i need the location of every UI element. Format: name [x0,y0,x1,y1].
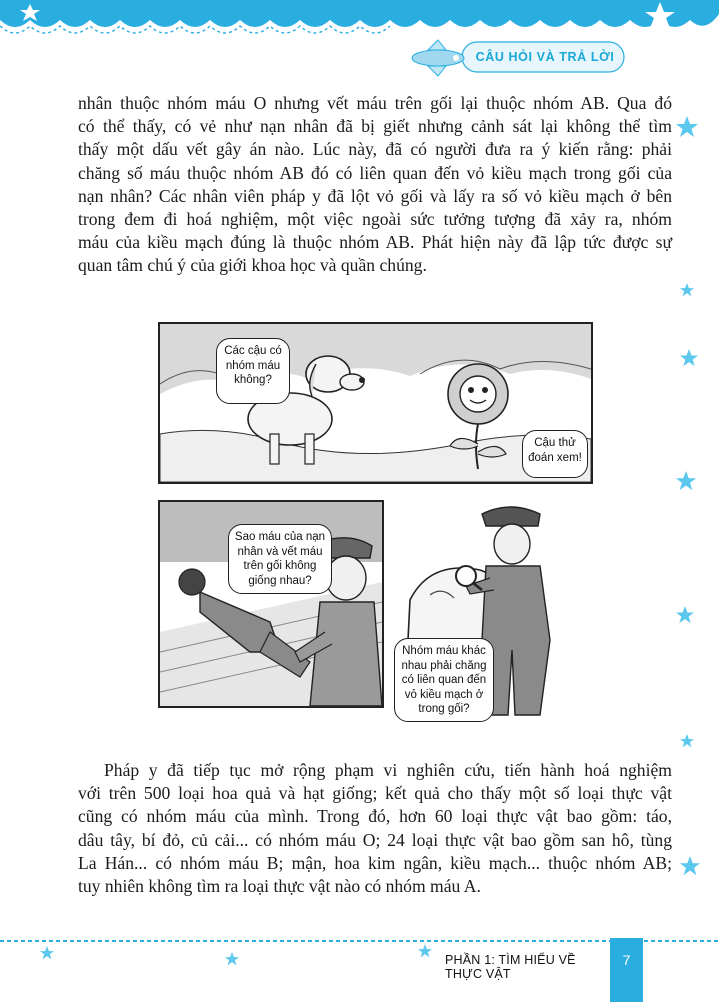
speech-bubble-detective: Nhóm máu khác nhau phải chăng có liên quan đến vỏ kiều mạch ở trong gối? [394,638,494,722]
text-line: dâu tây, bí đỏ, củ cải... có nhóm máu O; 24 loại thực vật bao gồm san hô, tùng [78,829,672,850]
speech-bubble-officer: Sao máu của nạn nhân và vết máu trên gối không giống nhau? [228,524,332,594]
airplane-icon [412,40,464,76]
speech-bubble-flower: Cậu thử đoán xem! [522,430,588,478]
comic-panel-detective [390,500,590,722]
star-icon [676,606,694,624]
star-icon [680,856,700,876]
text-line: quan tâm chú ý của giới khoa học và quần chúng. [78,255,427,276]
text-line: nạn nhân? Các nhân viên pháp y đã lột vỏ gối và lấy ra số vỏ kiều mạch ở bên [78,185,672,206]
text-line: Pháp y đã tiếp tục mở rộng phạm vi nghiên cứu, tiến hành hoá nghiệm [104,760,672,780]
top-wave-border [0,0,719,40]
page-number: 7 [622,952,631,968]
text-line: tuy nhiên không tìm ra loại thực vật nào có nhóm máu A. [78,876,481,897]
page-number-tab [610,938,643,1002]
star-icon [680,734,694,748]
comic-panel-crime-scene [158,500,384,708]
star-icon [676,116,698,138]
star-icon [676,471,696,491]
star-icon [680,349,698,367]
text-line: nhân thuộc nhóm máu O nhưng vết máu trên gối lại thuộc nhóm AB. Qua đó [78,93,672,113]
footer-section-title: PHẦN 1: TÌM HIỂU VỀ THỰC VẬT [445,953,576,981]
comic-panel-dog-flower [158,322,593,484]
text-line: chăng số máu thuộc nhóm AB đó có liên quan đến vỏ kiều mạch trong gối của [78,162,672,183]
star-icon [418,944,432,958]
star-icon [680,283,694,297]
text-line: với trên 500 loại hoa quả và hạt giống; kết quả cho thấy một số loại thực vật [78,783,672,804]
paragraph-2 [78,759,672,898]
speech-bubble-dog: Các cậu có nhóm máu không? [216,338,290,404]
star-icon [225,952,239,966]
text-line: có thể thấy, có vẻ như nạn nhân đã bị giết nhưng cảnh sát lại không thể tìm [78,116,672,137]
text-line: thấy một dấu vết gây án nào. Lúc này, đã có người đưa ra ý kiến rằng: phải [78,139,672,160]
star-icon [40,946,54,960]
paragraph-1 [78,92,672,278]
section-header-label: CÂU HỎI VÀ TRẢ LỜI [475,50,615,64]
text-line: cũng có nhóm máu của mình. Trong đó, hơn 60 loại thực vật bao gồm: táo, [78,806,672,827]
text-line: La Hán... có nhóm máu B; mận, hoa kim ngân, kiều mạch... thuộc nhóm AB; [78,852,672,873]
text-line: máu của kiều mạch đúng là thuộc nhóm AB. Phát hiện này đã lập tức được sự [78,232,672,253]
text-line: trong đem đi hoá nghiệm, một việc ngoài sức tưởng tượng đã xảy ra, nhóm [78,209,672,230]
